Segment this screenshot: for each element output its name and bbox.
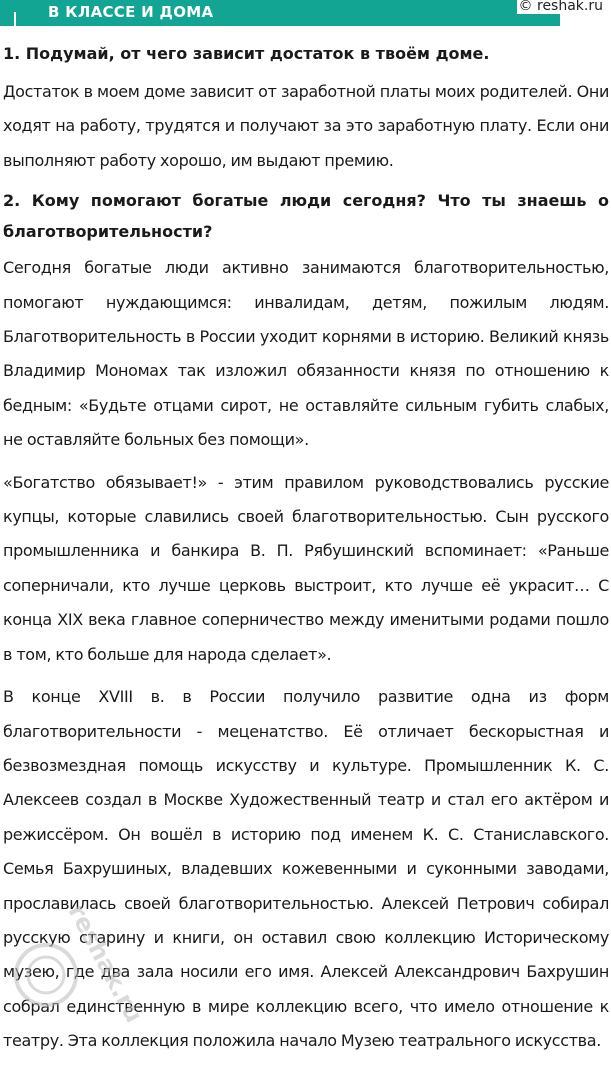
answer-1-paragraph-1: Достаток в моем доме зависит от заработной платы моих родителей. Они ходят на работу, трудятся и получают за это заработную плату. Если они выполняют работу хорошо, им выдают премию. [3,82,609,170]
header-tick-mark [14,12,16,26]
question-1: 1. Подумай, от чего зависит достаток в твоём доме. [3,44,490,63]
watermark-text: reshak.ru [62,899,149,1028]
answer-2-paragraph-1: Сегодня богатые люди активно занимаются благотворительностью, помогают нуждающимся: инвалидам, детям, пожилым людям. Благотворительность в России уходит корнями в историю. Великий князь Владимир Мономах так изложил обязанности князя по отношению к бедным: «Будьте отцами сирот, не оставляйте сильным губить слабых, не оставляйте больных без помощи». [3,258,609,450]
question-2: 2. Кому помогают богатые люди сегодня? Что ты знаешь о благотворительности? [3,191,609,242]
section-title: В КЛАССЕ И ДОМА [48,3,214,21]
answer-2-paragraph-2: «Богатство обязывает!» - этим правилом руководствовались русские купцы, которые славились своей благотворительностью. Сын русского промышленника и банкира В. П. Рябушинский вспоминает: «Раньше соперничали, кто лучше церковь выстроит, кто лучше её украсит… С конца XIX века главное соперничество между именитыми родами пошло в том, кто больше для народа сделает». [3,472,609,664]
section-header [0,0,611,26]
answer-2-paragraph-3: В конце XVIII в. в России получило развитие одна из форм благотворительности - меценатство. Её отличает бескорыстная и безвозмездная помощь искусству и культуре. Промышленник К. С. Алексеев создал в Москве Художественный театр и стал его актёром и режиссёром. Он вошёл в историю под именем К. С. Станиславского. Семья Бахрушиных, владевших кожевенными и суконными заводами, прославилась своей благотворительностью. Алексей Петрович собирал русскую старину и книги, он оставил свою коллекцию Историческому музею, где два зала носили его имя. Алексей Александрович Бахрушин собрал единственную в мире коллекцию всего, что имело отношение к театру. Эта коллекция положила начало Музею театрального искусства. [3,687,609,1051]
copyright-notice: © reshak.ru [518,0,603,14]
homework-content [3,38,609,1059]
